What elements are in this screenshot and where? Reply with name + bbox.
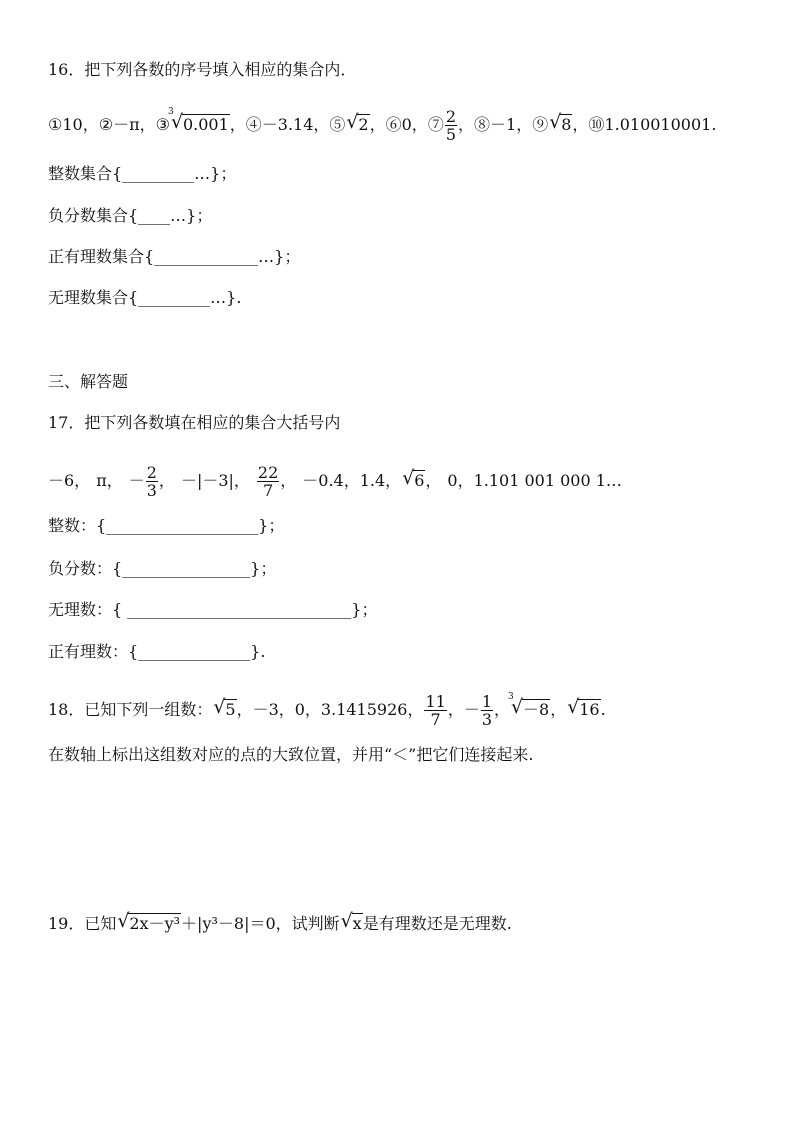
q17-title: 17．把下列各数填在相应的集合大括号内 [48,413,341,432]
q18-prefix: 18．已知下列一组数： [48,700,213,719]
q19-suffix: 是有理数还是无理数. [362,914,512,933]
q17-num-4: －|－3|， [180,471,250,490]
q19-prefix: 19．已知 [48,914,117,933]
q18-statement [48,693,606,728]
section-3-heading: 三、解答题 [48,372,129,391]
q19-sqrt-expression [117,910,181,934]
q16-item-6: ⑥0， [385,115,428,134]
q17-numbers [48,464,622,499]
denominator: 7 [262,481,274,500]
radical-sign-icon: √ [117,910,130,932]
numerator: 2 [146,463,157,482]
separator: ， [425,471,442,490]
numerator: 22 [257,463,279,482]
q16-item-2: ②－π， [98,115,156,134]
q17-num-1: －6， [48,471,91,490]
q16-set-positive-rationals: 正有理数集合{_____________…}； [48,247,301,266]
q17-num-5-fraction [257,464,279,499]
period: . [600,700,606,719]
denominator: 5 [445,125,457,144]
radical-sign-icon: √ [567,696,580,718]
radicand: x [352,914,362,933]
q19-statement [48,910,512,934]
q16-item-5-sqrt [346,111,369,135]
radical-sign-icon: √ [170,111,184,133]
q16-item-9-mark: ⑨ [532,115,549,134]
q17-num-7-sqrt [402,467,425,491]
q16-item-4: ④－3.14， [245,115,330,134]
separator: ， [369,115,386,134]
q16-set-integers: 整数集合{_________…}； [48,164,237,183]
q17-num-3-fraction [146,464,158,499]
q16-set-negative-fractions: 负分数集合{____…}； [48,206,213,225]
q17-num-8: 0，1.101 001 000 1… [447,471,622,490]
q16-item-3-mark: ③ [155,115,170,134]
radicand: 6 [414,471,425,490]
radical-sign-icon: √ [402,467,415,489]
separator: ， [550,700,567,719]
q16-item-5-mark: ⑤ [329,115,346,134]
separator: ， [458,115,475,134]
q16-item-7-fraction [445,108,457,143]
radicand: －8 [523,700,550,719]
radical-sign-icon: √ [346,111,359,133]
q16-item-9-sqrt [549,111,572,135]
radicand: 2 [358,115,369,134]
radical-sign-icon: √ [340,910,353,932]
q16-item-3-cube-root [167,107,230,135]
q18-cube-root [508,692,550,720]
q17-set-positive-rationals: 正有理数：{______________}. [48,642,266,661]
q18-numbers-a: ，－3，0，3.1415926， [236,700,424,719]
q19-middle: ＋|y³－8|＝0，试判断 [181,914,340,933]
q17-set-irrationals: 无理数：{ ____________________________}； [48,600,378,619]
q18-numbers-b: ，－ [447,700,480,719]
q18-sqrt-5 [213,696,236,720]
q17-set-integers: 整数：{___________________}； [48,516,285,535]
q16-item-10: ⑩1.010010001. [588,115,717,134]
q17-set-negative-fractions: 负分数：{________________}； [48,559,277,578]
q17-num-6: －0.4，1.4， [302,471,402,490]
radicand: 16 [579,700,600,719]
q18-fraction-1-3 [481,693,493,728]
numerator: 2 [445,107,457,126]
radicand: 2x－y³ [129,914,181,933]
numerator: 1 [481,692,493,711]
numerator: 11 [425,692,446,711]
q18-sqrt-16 [567,696,600,720]
q18-fraction-11-7 [424,693,446,728]
denominator: 3 [146,481,157,500]
separator: ， [229,115,246,134]
q16-item-7-mark: ⑦ [427,115,444,134]
radical-sign-icon: √ [213,696,226,718]
radicand: 8 [561,115,572,134]
radicand: 0.001 [182,115,229,134]
q19-sqrt-x [340,910,363,934]
q16-title: 16．把下列各数的序号填入相应的集合内． [48,60,357,79]
denominator: 3 [481,710,493,729]
separator: ， [280,471,297,490]
radical-sign-icon: √ [549,111,562,133]
q16-item-1: ①10， [48,115,99,134]
q16-numbers [48,108,716,143]
q17-num-3-sign: － [128,471,145,490]
q16-set-irrationals: 无理数集合{_________…}. [48,288,242,307]
q18-instruction: 在数轴上标出这组数对应的点的大致位置，并用“＜”把它们连接起来. [48,745,534,764]
separator: ， [158,471,175,490]
separator: ， [494,700,511,719]
radicand: 5 [225,700,236,719]
denominator: 7 [430,710,441,729]
q17-num-2: π， [96,471,123,490]
separator: ， [572,115,589,134]
radical-sign-icon: √ [511,696,524,718]
q16-item-8: ⑧－1， [474,115,533,134]
radical-index: 3 [167,107,174,117]
radical-index: 3 [508,692,514,702]
